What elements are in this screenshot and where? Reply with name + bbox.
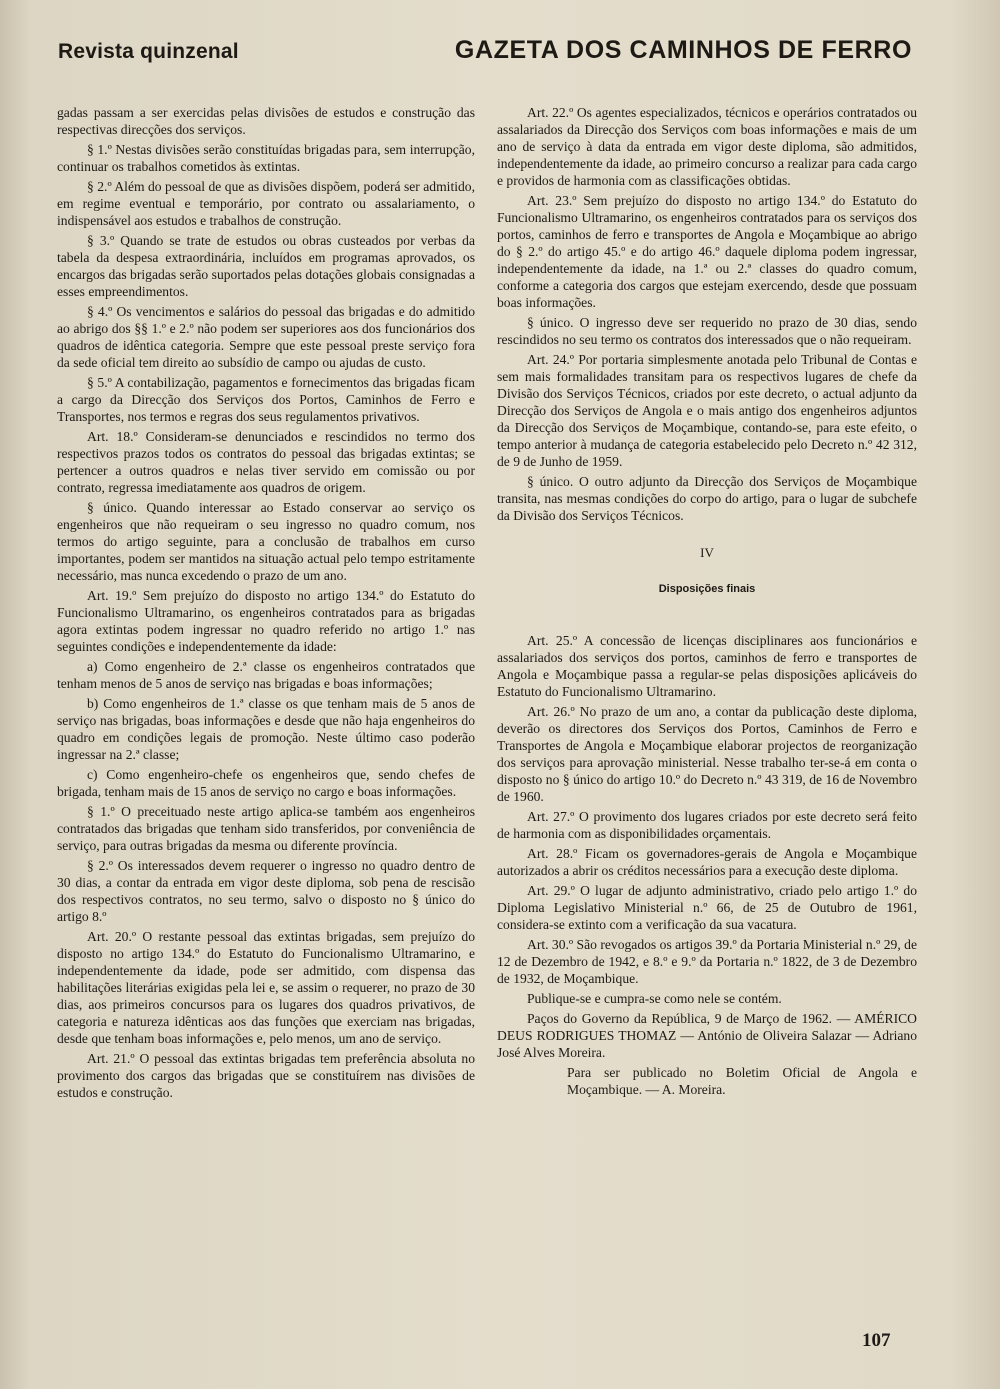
paragraph: § único. O outro adjunto da Direcção dos Serviços de Moçambique transita, nas mesmas condições do corpo do artigo, para o lugar de subchefe da Divisão dos Serviços Técnicos. <box>497 474 917 523</box>
paragraph: Paços do Governo da República, 9 de Março de 1962. — AMÉRICO DEUS RODRIGUES THOMAZ — António de Oliveira Salazar — Adriano José Alves Moreira. <box>497 1011 917 1060</box>
paragraph: Art. 23.º Sem prejuízo do disposto no artigo 134.º do Estatuto do Funcionalismo Ultramarino, os engenheiros contratados para os serviços dos portos, caminhos de ferro e transportes de Angola e Moçambique ao abrigo do § 2.º do artigo 45.º e do artigo 46.º daquele diploma podem ingressar, independentemente da idade, na 1.ª ou 2.ª classes do quadro comum, conforme a categoria dos cargos que estejam exercendo, desde que possuam boas informações. <box>497 193 917 310</box>
paragraph: Art. 24.º Por portaria simplesmente anotada pelo Tribunal de Contas e sem mais formalidades transitam para os respectivos lugares de chefe da Divisão dos Serviços Técnicos, criados por este decreto, o actual adjunto da Direcção dos Serviços de Angola e o mais antigo dos engenheiros adjuntos da Direcção dos Serviços de Moçambique, contando-se, para este efeito, o tempo anterior à mudança de categoria estabelecido pelo Decreto n.º 42 312, de 9 de Junho de 1959. <box>497 352 917 469</box>
paragraph: § 2.º Além do pessoal de que as divisões dispõem, poderá ser admitido, em regime eventual e temporário, por contrato ou assalariamento, o indispensável aos estudos e trabalhos de construção. <box>57 179 475 228</box>
paragraph: § único. O ingresso deve ser requerido no prazo de 30 dias, sendo rescindidos no seu termo os contratos dos interessados que o não requeiram. <box>497 315 917 347</box>
paragraph: § 5.º A contabilização, pagamentos e fornecimentos das brigadas ficam a cargo da Direcção dos Serviços dos Portos, Caminhos de Ferro e Transportes, nos termos e regras dos seus regulamentos privativos. <box>57 375 475 424</box>
left-column <box>57 104 475 1104</box>
paragraph: Art. 19.º Sem prejuízo do disposto no artigo 134.º do Estatuto do Funcionalismo Ultramarino, os engenheiros contratados para as brigadas agora extintas podem ingressar no quadro referido no artigo 1.º nas seguintes condições e independentemente da idade: <box>57 588 475 654</box>
paragraph: § 2.º Os interessados devem requerer o ingresso no quadro dentro de 30 dias, a contar da entrada em vigor deste diploma, sob pena de rescisão dos respectivos contratos, no seu termo, salvo o disposto no § único do artigo 8.º <box>57 858 475 924</box>
paragraph: § 3.º Quando se trate de estudos ou obras custeados por verbas da tabela da despesa extraordinária, incluídos em programas aprovados, os encargos das brigadas serão suportados pelas dotações globais consignadas a esses empreendimentos. <box>57 233 475 299</box>
paragraph: Art. 25.º A concessão de licenças disciplinares aos funcionários e assalariados dos serviços dos portos, caminhos de ferro e transportes de Angola e Moçambique passa a regular-se pelas disposições aplicáveis do Estatuto do Funcionalismo Ultramarino. <box>497 633 917 699</box>
paragraph: § único. Quando interessar ao Estado conservar ao serviço os engenheiros que não requeiram o seu ingresso no quadro comum, nos termos do artigo seguinte, para a conclusão de trabalhos em curso importantes, podem ser mantidos na situação actual pelo tempo estritamente necessário, mas nunca excedendo o prazo de um ano. <box>57 500 475 583</box>
paragraph: gadas passam a ser exercidas pelas divisões de estudos e construção das respectivas direcções dos serviços. <box>57 105 475 137</box>
paragraph: Publique-se e cumpra-se como nele se contém. <box>527 991 782 1006</box>
paragraph: § 1.º O preceituado neste artigo aplica-se também aos engenheiros contratados das brigadas que tenham sido transferidos, por conveniência de serviço, para outras brigadas da mesma ou diferente província. <box>57 804 475 853</box>
section-number: IV <box>700 545 714 560</box>
paragraph: Art. 20.º O restante pessoal das extintas brigadas, sem prejuízo do disposto no artigo 134.º do Estatuto do Funcionalismo Ultramarino, e independentemente da idade, pode ser admitido, com dispensa das habilitações literárias exigidas pela lei e, se assim o requerer, no prazo de 30 dias, aos primeiros concursos para os lugares dos quadros privativos, de categoria e natureza idênticas aos das funções que exerciam nas brigadas, desde que tenham boas informações e, pelo menos, um ano de serviço. <box>57 929 475 1046</box>
page-header <box>58 36 912 76</box>
paragraph: Art. 18.º Consideram-se denunciados e rescindidos no termo dos respectivos prazos todos os contratos do pessoal das brigadas extintas; se pertencer a outros quadros e nelas tiver servido em comissão ou por contrato, regressa imediatamente aos quadros de origem. <box>57 429 475 495</box>
paragraph: b) Como engenheiros de 1.ª classe os que tenham mais de 5 anos de serviço nas brigadas, boas informações e desde que não haja engenheiros do quadro em condições legais de promoção. Neste último caso poderão ingressar na 2.ª classe; <box>57 696 475 762</box>
paragraph: Art. 30.º São revogados os artigos 39.º da Portaria Ministerial n.º 29, de 12 de Dezembro de 1942, e 8.º e 9.º da Portaria n.º 1822, de 3 de Dezembro de 1932, de Moçambique. <box>497 937 917 986</box>
paragraph: Art. 27.º O provimento dos lugares criados por este decreto será feito de harmonia com as disponibilidades orçamentais. <box>497 809 917 841</box>
paragraph: Art. 29.º O lugar de adjunto administrativo, criado pelo artigo 1.º do Diploma Legislativo Ministerial n.º 66, de 25 de Outubro de 1961, considera-se extinto com a verificação da sua vacatura. <box>497 883 917 932</box>
paragraph: Art. 26.º No prazo de um ano, a contar da publicação deste diploma, deverão os directores dos Serviços dos Portos, Caminhos de Ferro e Transportes de Angola e Moçambique elaborar projectos de reorganização dos serviços para aprovação ministerial. Nesse trabalho ter-se-á em conta o disposto no § único do artigo 10.º do Decreto n.º 43 319, de 16 de Novembro de 1960. <box>497 704 917 804</box>
right-column-bottom <box>497 632 917 1098</box>
section-title: Disposições finais <box>658 583 756 595</box>
paragraph: Para ser publicado no Boletim Oficial de Angola e Moçambique. — A. Moreira. <box>567 1065 917 1097</box>
paragraph: § 4.º Os vencimentos e salários do pessoal das brigadas e do admitido ao abrigo dos §§ 1.º e 2.º não podem ser superiores aos dos funcionários dos quadros de idêntica categoria. Sempre que este pessoal preste serviço fora da sede oficial tem direito ao subsídio de campo ou ajudas de custo. <box>57 304 475 370</box>
paragraph: a) Como engenheiro de 2.ª classe os engenheiros contratados que tenham menos de 5 anos de serviço nas brigadas e boas informações; <box>57 659 475 691</box>
right-column-top <box>497 104 917 524</box>
paragraph: c) Como engenheiro-chefe os engenheiros que, sendo chefes de brigada, tenham mais de 15 anos de serviço no cargo e boas informações. <box>57 767 475 799</box>
header-left-title: Revista quinzenal <box>58 40 239 63</box>
paragraph: Art. 22.º Os agentes especializados, técnicos e operários contratados ou assalariados da Direcção dos Serviços com boas informações e mais de um ano de serviço à data da entrada em vigor deste diploma, são admitidos, independentemente da idade, ao primeiro concurso a realizar para cada cargo e providos de harmonia com as classificações obtidas. <box>497 105 917 188</box>
paragraph: Art. 21.º O pessoal das extintas brigadas tem preferência absoluta no provimento dos cargos das brigadas que se constituírem nas divisões de estudos e construção. <box>57 1051 475 1100</box>
page-number: 107 <box>862 1330 891 1351</box>
paragraph: § 1.º Nestas divisões serão constituídas brigadas para, sem interrupção, continuar os trabalhos cometidos às extintas. <box>57 142 475 174</box>
header-right-title: GAZETA DOS CAMINHOS DE FERRO <box>454 36 912 64</box>
right-column <box>497 104 917 1101</box>
paragraph: Art. 28.º Ficam os governadores-gerais de Angola e Moçambique autorizados a abrir os créditos necessários para a execução deste diploma. <box>497 846 917 878</box>
